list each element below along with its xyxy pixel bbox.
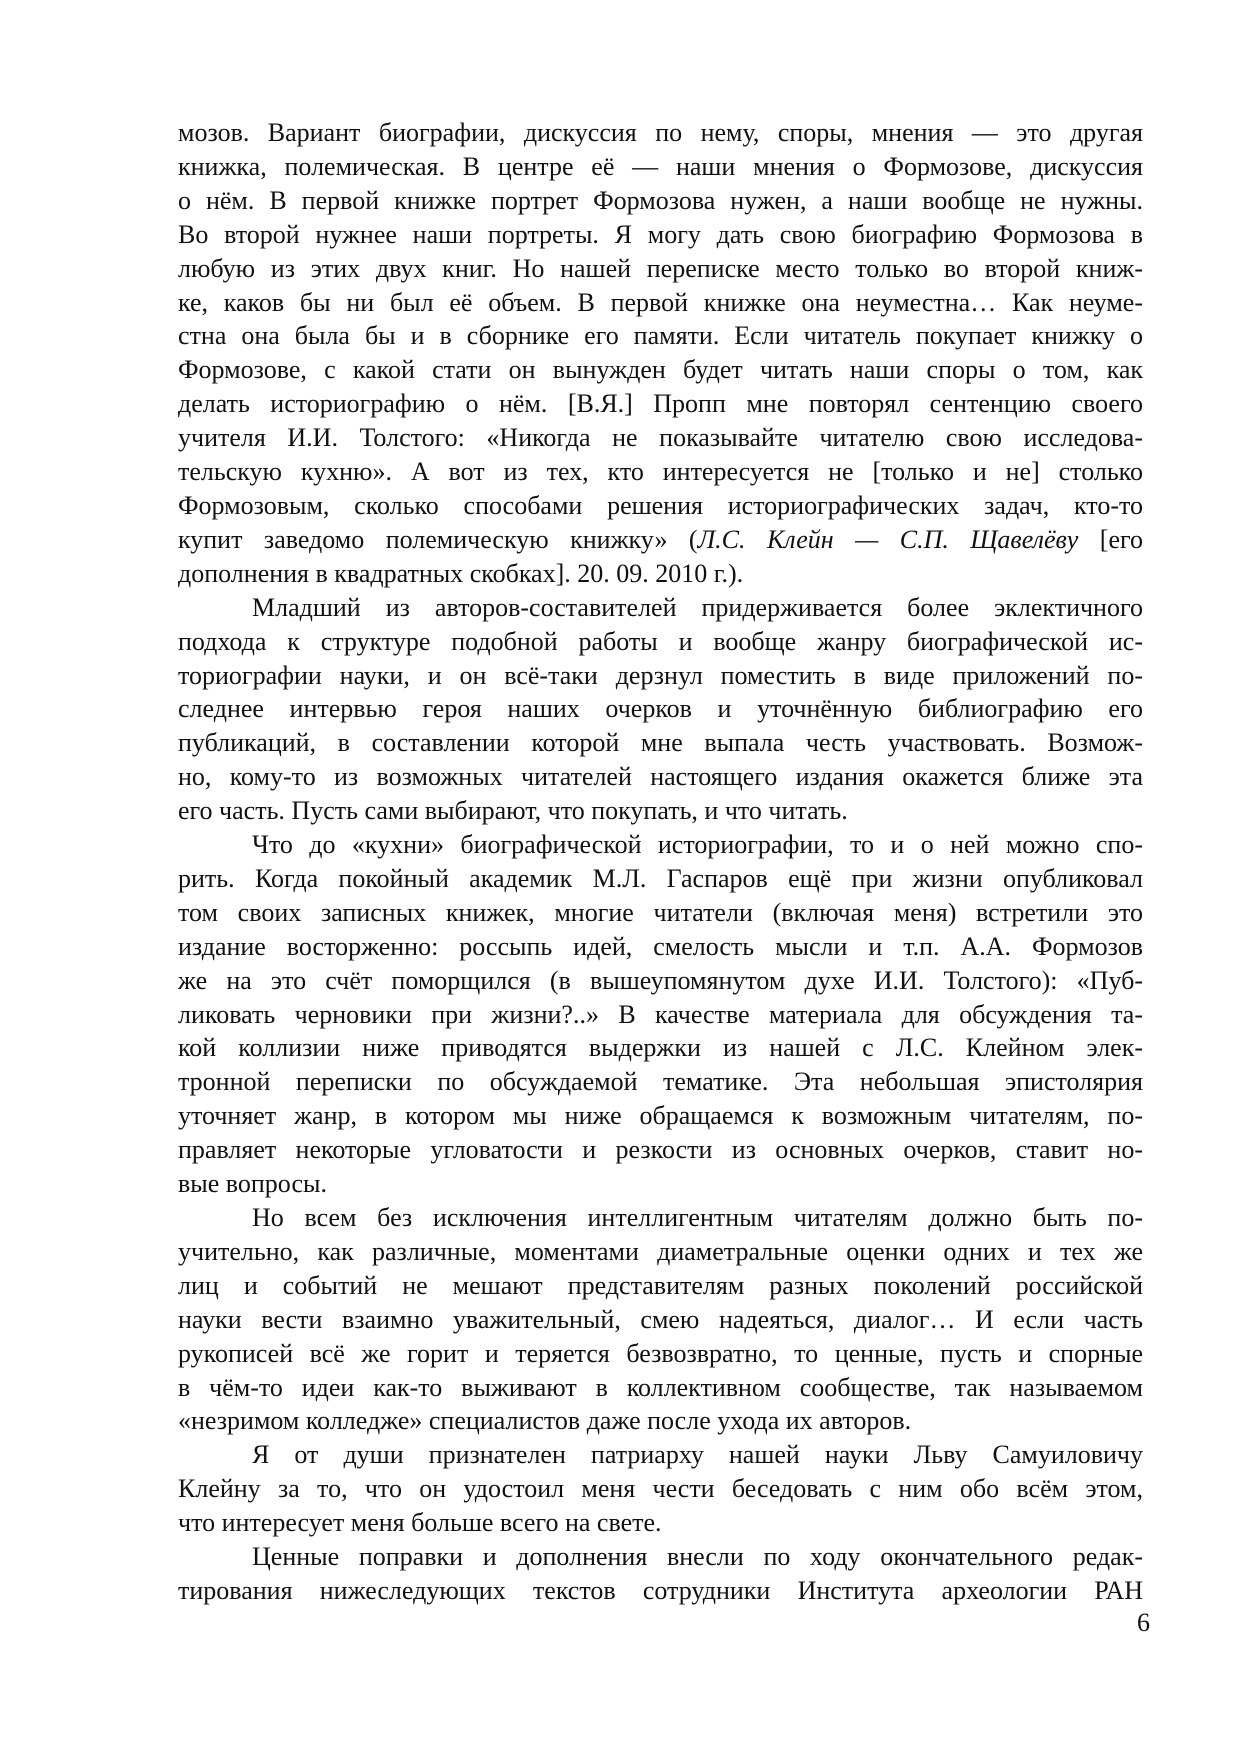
page-number: 6 xyxy=(1137,1608,1150,1637)
text-line: Формозове, с какой стати он вынужден будет читать наши споры о том, как xyxy=(178,355,1143,385)
text-line: рукописей всё же горит и теряется безвозвратно, то ценные, пусть и спорные xyxy=(178,1338,1143,1368)
text-line: уточняет жанр, в котором мы ниже обращаемся к возможным читателям, по- xyxy=(178,1101,1143,1131)
text-line: учительно, как различные, моментами диаметральные оценки одних и тех же xyxy=(178,1236,1143,1266)
text-line: кой коллизии ниже приводятся выдержки из нашей с Л.С. Клейном элек- xyxy=(178,1033,1143,1063)
paragraph-5 xyxy=(178,1438,1143,1540)
text-line: том своих записных книжек, многие читатели (включая меня) встретили это xyxy=(178,897,1143,927)
text-line: лиц и событий не мешают представителям разных поколений российской xyxy=(178,1270,1143,1300)
paragraph-3 xyxy=(178,828,1143,1201)
text-line-last: вые вопросы. xyxy=(178,1169,327,1199)
paragraph-6 xyxy=(178,1540,1143,1608)
paragraph-2 xyxy=(178,591,1143,828)
text-line: Младший из авторов-составителей придерживается более эклектичного xyxy=(252,592,1143,622)
paragraph-1 xyxy=(178,116,1143,591)
text-line: издание восторженно: россыпь идей, смелость мысли и т.п. А.А. Формозов xyxy=(178,931,1143,961)
text-line: же на это счёт поморщился (в вышеупомянутом духе И.И. Толстого): «Пуб- xyxy=(178,965,1143,995)
text-line: Но всем без исключения интеллигентным читателям должно быть по- xyxy=(252,1203,1143,1232)
text-line-citation xyxy=(178,523,1143,557)
citation-pre: купит заведомо полемическую книжку» ( xyxy=(178,524,698,554)
text-line: о нём. В первой книжке портрет Формозова нужен, а наши вообще не нужны. xyxy=(178,185,1143,215)
citation-authors: Л.С. Клейн — С.П. Щавелёву xyxy=(697,524,1079,554)
text-line-last: «незримом колледже» специалистов даже после ухода их авторов. xyxy=(178,1406,912,1436)
text-line: Ценные поправки и дополнения внесли по ходу окончательного редак- xyxy=(252,1542,1143,1572)
text-line: следнее интервью героя наших очерков и уточнённую библиографию его xyxy=(178,694,1143,724)
text-line: стна она была бы и в сборнике его памяти. Если читатель покупает книжку о xyxy=(178,321,1143,351)
text-line: Во второй нужнее наши портреты. Я могу дать свою биографию Формозова в xyxy=(178,219,1143,249)
text-line: тронной переписки по обсуждаемой тематике. Эта небольшая эпистолярия xyxy=(178,1067,1143,1097)
text-line: Клейну за то, что он удостоил меня чести беседовать с ним обо всём этом, xyxy=(178,1474,1143,1504)
text-line: тельскую кухню». А вот из тех, кто интересуется не [только и не] столько xyxy=(178,457,1143,487)
text-line: делать историографию о нём. [В.Я.] Пропп мне повторял сентенцию своего xyxy=(178,389,1143,419)
text-line: науки вести взаимно уважительный, смею надеяться, диалог… И если часть xyxy=(178,1304,1143,1334)
paragraph-4 xyxy=(178,1201,1143,1438)
text-line: ке, каков бы ни был её объем. В первой книжке она неуместна… Как неуме- xyxy=(178,287,1143,317)
text-line: мозов. Вариант биографии, дискуссия по нему, споры, мнения — это другая xyxy=(178,118,1143,147)
text-line: но, кому-то из возможных читателей настоящего издания окажется ближе эта xyxy=(178,762,1143,792)
text-line: Что до «кухни» биографической историографии, то и о ней можно спо- xyxy=(252,830,1143,860)
text-line-last: дополнения в квадратных скобках]. 20. 09. 2010 г.). xyxy=(178,558,744,588)
document-body xyxy=(178,116,1143,1608)
text-line: Формозовым, сколько способами решения историографических задач, кто-то xyxy=(178,490,1143,520)
text-line: тирования нижеследующих текстов сотрудники Института археологии РАН xyxy=(178,1575,1143,1605)
text-line: учителя И.И. Толстого: «Никогда не показывайте читателю свою исследова- xyxy=(178,423,1143,453)
text-line: любую из этих двух книг. Но нашей переписке место только во второй книж- xyxy=(178,253,1143,283)
text-line: ликовать черновики при жизни?..» В качестве материала для обсуждения та- xyxy=(178,999,1143,1029)
text-line: книжка, полемическая. В центре её — наши мнения о Формозове, дискуссия xyxy=(178,151,1143,181)
text-line: Я от души признателен патриарху нашей науки Льву Самуиловичу xyxy=(252,1440,1143,1470)
citation-post: [его xyxy=(1078,524,1144,554)
text-line-last: что интересует меня больше всего на свете. xyxy=(178,1508,662,1538)
text-line: публикаций, в составлении которой мне выпала честь участвовать. Возмож- xyxy=(178,728,1143,758)
text-line: подхода к структуре подобной работы и вообще жанру биографической ис- xyxy=(178,626,1143,656)
text-line: ториографии науки, и он всё-таки дерзнул поместить в виде приложений по- xyxy=(178,660,1143,690)
text-line-last: его часть. Пусть сами выбирают, что покупать, и что читать. xyxy=(178,796,848,826)
text-line: правляет некоторые угловатости и резкости из основных очерков, ставит но- xyxy=(178,1135,1143,1165)
text-line: рить. Когда покойный академик М.Л. Гаспаров ещё при жизни опубликовал xyxy=(178,863,1143,893)
text-line: в чём-то идеи как-то выживают в коллективном сообществе, так называемом xyxy=(178,1372,1143,1402)
